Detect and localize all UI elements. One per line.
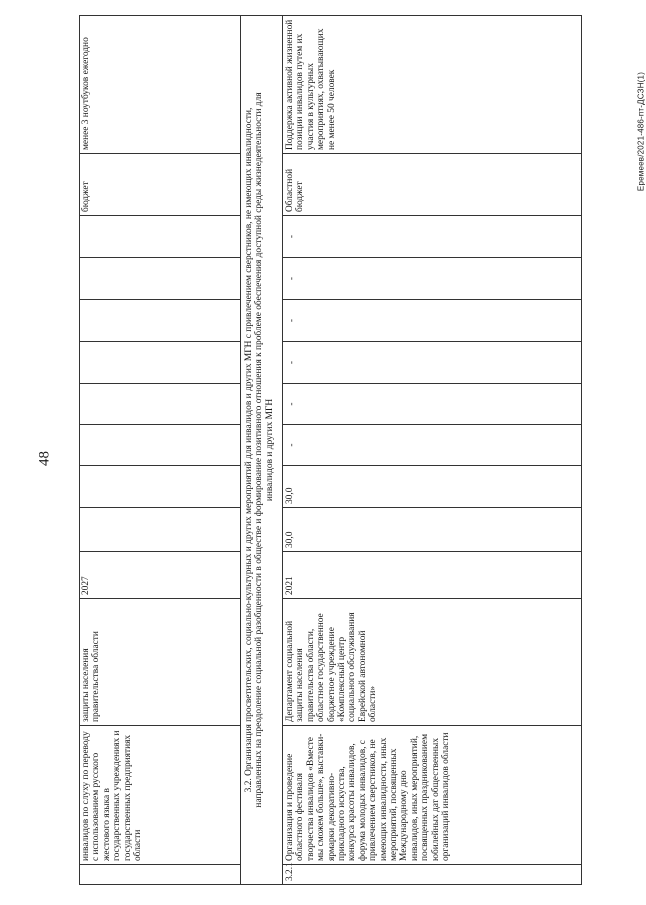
page-number: 48 (36, 451, 53, 466)
activity-name: инвалидов по слуху по переводу с использованием русского жестового языка в государственных учреждениях и государственных предприятиях области (79, 726, 241, 865)
value-cell (79, 216, 241, 258)
document-reference: Еремеев/2021-486-пт-ДСЗН(1) (636, 71, 646, 192)
value-cell: - (283, 216, 582, 258)
section-header (241, 15, 283, 885)
value-cell: 30,0 (283, 466, 582, 508)
value-cell (79, 508, 241, 552)
row-number: 3.2.1 (283, 865, 582, 885)
value-cell: - (283, 342, 582, 384)
value-cell: - (283, 300, 582, 342)
value-cell: 30,0 (283, 508, 582, 552)
executor: Департамент социальной защиты населения правительства области, областное государственное бюджетное учреждение «Комплексный центр социального обслуживания Еврейской автономной области» (283, 599, 582, 726)
executor: защиты населения правительства области (79, 599, 241, 726)
value-cell (79, 300, 241, 342)
year: 2021 (283, 552, 582, 599)
activity-name: Организация и проведение областного фестиваля творчества инвалидов «Вместе мы сможем больше», выставки-ярмарки декоративно-прикладного искусства, конкурса красоты инвалидов, форума молодых инвалидов, с привлечением сверстников, не имеющих инвалидности, иных мероприятий, посвященных Международному дню инвалидов, иных мероприятий, посвященных праздникованием юбилейных дат общественных организаций инвалидов области (283, 726, 582, 865)
year: 2027 (79, 552, 241, 599)
program-table (79, 15, 582, 885)
value-cell (79, 342, 241, 384)
funding-source: Областной бюджет (283, 154, 582, 216)
expected-result: Поддержка активной жизненной позиции инвалидов путем их участия в культурных мероприятиях, охватывающих не менее 50 человек (283, 15, 582, 154)
value-cell (79, 258, 241, 300)
table-row (283, 15, 582, 885)
value-cell: - (283, 258, 582, 300)
expected-result: менее 3 ноутбуков ежегодно (79, 15, 241, 154)
section-title-line: инвалидов и других МГН (264, 398, 275, 502)
value-cell: - (283, 384, 582, 425)
value-cell (79, 466, 241, 508)
section-title-line: направленных на преодоление социальной разобщенности в обществе и формирование позитивного отношения к проблеме обеспечения доступной среды жизнедеятельности для (254, 92, 265, 808)
value-cell (79, 384, 241, 425)
row-number (79, 865, 241, 885)
table-row (79, 15, 241, 885)
section-title-line: 3.2. Организация просветительских, социально-культурных и других мероприятий для инвалидов и других МГН с привлечением сверстников, не имеющих инвалидности, (244, 107, 254, 793)
value-cell (79, 425, 241, 466)
funding-source: бюджет (79, 154, 241, 216)
value-cell: - (283, 425, 582, 466)
